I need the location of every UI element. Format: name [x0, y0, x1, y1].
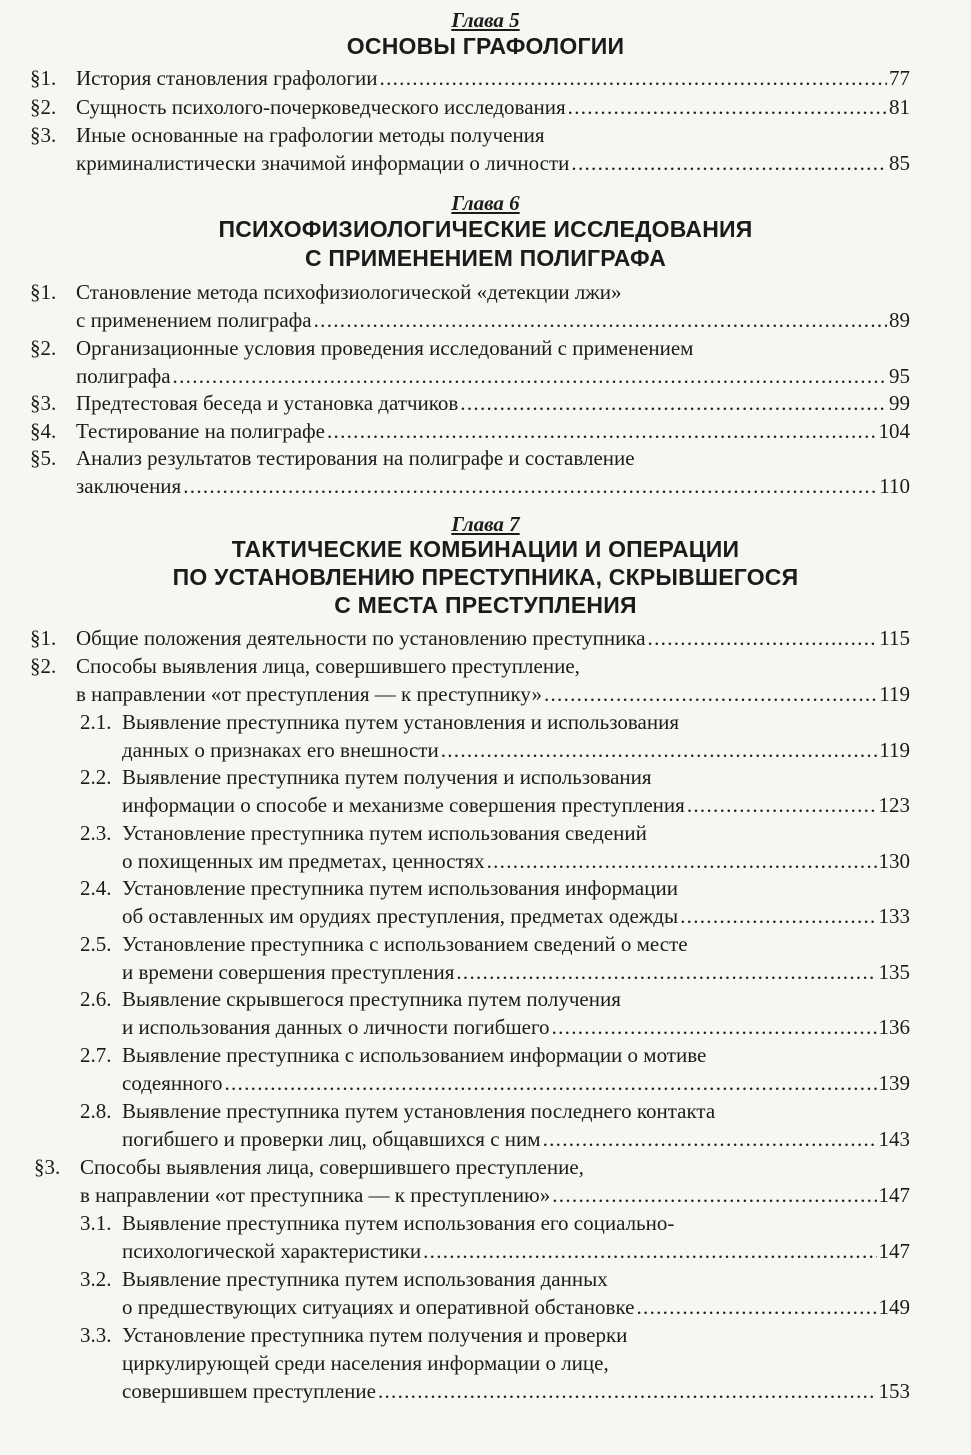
page-number: 139	[878, 1071, 910, 1095]
leader-dots	[441, 736, 878, 764]
toc-entry[interactable]	[76, 93, 910, 121]
entry-title: История становления графологии	[76, 66, 378, 90]
entry-num: 2.5.	[80, 932, 112, 956]
entry-num: 2.2.	[80, 765, 112, 789]
toc-entry[interactable]	[122, 847, 910, 875]
entry-num: §3.	[30, 123, 57, 147]
toc-entry[interactable]	[76, 64, 910, 92]
leader-dots	[224, 1069, 876, 1097]
leader-dots	[327, 417, 877, 445]
entry-title: Тестирование на полиграфе	[76, 419, 325, 443]
entry-num: 2.8.	[80, 1099, 112, 1123]
page-number: 135	[878, 960, 910, 984]
toc-entry[interactable]	[122, 1013, 910, 1041]
leader-dots	[460, 389, 887, 417]
entry-num: §5.	[30, 446, 57, 470]
leader-dots	[456, 958, 876, 986]
entry-title: совершившем преступление	[122, 1379, 376, 1403]
chapter-7-title: С МЕСТА ПРЕСТУПЛЕНИЯ	[334, 592, 637, 618]
leader-dots	[552, 1013, 877, 1041]
toc-entry[interactable]	[122, 902, 910, 930]
entry-num: §3.	[30, 391, 57, 415]
entry-title: и времени совершения преступления	[122, 960, 455, 984]
entry-title: Выявление преступника путем получения и использования	[122, 765, 652, 789]
leader-dots	[636, 1293, 876, 1321]
entry-title: об оставленных им орудиях преступления, предметах одежды	[122, 904, 679, 928]
leader-dots	[183, 472, 877, 500]
entry-title: Иные основанные на графологии методы получения	[76, 123, 545, 147]
chapter-6-label: Глава 6	[451, 191, 520, 215]
entry-title: содеянного	[122, 1071, 223, 1095]
chapter-5-label: Глава 5	[451, 8, 520, 32]
entry-title: с применением полиграфа	[76, 308, 312, 332]
entry-num: §2.	[30, 95, 57, 119]
toc-entry[interactable]	[76, 417, 910, 445]
entry-title: Выявление преступника путем установления и использования	[122, 710, 679, 734]
leader-dots	[543, 1125, 877, 1153]
entry-title: и использования данных о личности погибшего	[122, 1015, 550, 1039]
entry-num: 2.6.	[80, 987, 112, 1011]
entry-num: §3.	[34, 1155, 61, 1179]
page-number: 147	[878, 1183, 910, 1207]
entry-title: Организационные условия проведения исследований с применением	[76, 336, 694, 360]
entry-title: полиграфа	[76, 364, 171, 388]
leader-dots	[571, 149, 887, 177]
toc-entry[interactable]	[122, 1237, 910, 1265]
page-number: 115	[879, 626, 910, 650]
entry-num: §2.	[30, 654, 57, 678]
entry-title: психологической характеристики	[122, 1239, 422, 1263]
entry-num: 2.4.	[80, 876, 112, 900]
toc-entry[interactable]	[122, 1377, 910, 1405]
page-number: 85	[889, 151, 910, 175]
toc-entry[interactable]	[122, 1069, 910, 1097]
leader-dots	[314, 306, 887, 334]
entry-title: Установление преступника с использованием сведений о месте	[122, 932, 688, 956]
toc-entry[interactable]	[76, 389, 910, 417]
chapter-6-title: ПСИХОФИЗИОЛОГИЧЕСКИЕ ИССЛЕДОВАНИЯ	[218, 216, 753, 242]
chapter-7-title: ПО УСТАНОВЛЕНИЮ ПРЕСТУПНИКА, СКРЫВШЕГОСЯ	[172, 564, 799, 590]
page-number: 110	[879, 474, 910, 498]
entry-title: Общие положения деятельности по установлению преступника	[76, 626, 646, 650]
entry-title: Выявление преступника путем использования данных	[122, 1267, 608, 1291]
page-number: 123	[878, 793, 910, 817]
leader-dots	[487, 847, 877, 875]
leader-dots	[378, 1377, 877, 1405]
entry-title: Способы выявления лица, совершившего преступление,	[76, 654, 580, 678]
page-number: 130	[878, 849, 910, 873]
leader-dots	[380, 64, 887, 92]
entry-num: §1.	[30, 626, 57, 650]
page-number: 95	[889, 364, 910, 388]
entry-title: Предтестовая беседа и установка датчиков	[76, 391, 459, 415]
entry-title: Установление преступника путем использования сведений	[122, 821, 647, 845]
page-number: 99	[889, 391, 910, 415]
leader-dots	[648, 624, 878, 652]
toc-entry[interactable]	[122, 1293, 910, 1321]
entry-title: в направлении «от преступления — к преступнику»	[76, 682, 542, 706]
page-number: 119	[879, 682, 910, 706]
entry-title: Установление преступника путем получения и проверки	[122, 1323, 628, 1347]
page-number: 153	[878, 1379, 910, 1403]
toc-entry[interactable]	[122, 958, 910, 986]
entry-num: 3.1.	[80, 1211, 112, 1235]
entry-title: информации о способе и механизме совершения преступления	[122, 793, 685, 817]
entry-title: Установление преступника путем использования информации	[122, 876, 678, 900]
chapter-7-label: Глава 7	[451, 512, 520, 536]
toc-entry[interactable]	[80, 1181, 910, 1209]
entry-num: §4.	[30, 419, 57, 443]
leader-dots	[544, 680, 877, 708]
entry-title: о предшествующих ситуациях и оперативной обстановке	[122, 1295, 635, 1319]
toc-entry[interactable]	[76, 306, 910, 334]
entry-title: криминалистически значимой информации о личности	[76, 151, 570, 175]
chapter-7-title: ТАКТИЧЕСКИЕ КОМБИНАЦИИ И ОПЕРАЦИИ	[231, 536, 740, 562]
entry-num: §1.	[30, 280, 57, 304]
entry-num: §1.	[30, 66, 57, 90]
entry-title: Анализ результатов тестирования на полиграфе и составление	[76, 446, 635, 470]
entry-num: 2.1.	[80, 710, 112, 734]
entry-title: погибшего и проверки лиц, общавшихся с ним	[122, 1127, 541, 1151]
toc-entry[interactable]	[76, 362, 910, 390]
toc-entry[interactable]	[122, 1125, 910, 1153]
toc-entry[interactable]	[76, 472, 910, 500]
entry-title: Выявление преступника путем использования его социально-	[122, 1211, 675, 1235]
page-number: 143	[878, 1127, 910, 1151]
chapter-5-title: ОСНОВЫ ГРАФОЛОГИИ	[346, 33, 625, 59]
toc-entry[interactable]	[76, 680, 910, 708]
entry-title: циркулирующей среди населения информации о лице,	[122, 1351, 609, 1375]
entry-title: Выявление преступника с использованием информации о мотиве	[122, 1043, 707, 1067]
leader-dots	[568, 93, 887, 121]
entry-num: §2.	[30, 336, 57, 360]
entry-title: Способы выявления лица, совершившего преступление,	[80, 1155, 584, 1179]
entry-num: 2.3.	[80, 821, 112, 845]
page-number: 77	[889, 66, 910, 90]
entry-num: 2.7.	[80, 1043, 112, 1067]
entry-title: Выявление скрывшегося преступника путем получения	[122, 987, 621, 1011]
page-number: 119	[879, 738, 910, 762]
page-number: 136	[878, 1015, 910, 1039]
entry-title: данных о признаках его внешности	[122, 738, 439, 762]
page-number: 133	[878, 904, 910, 928]
page-number: 81	[889, 95, 910, 119]
toc-entry[interactable]	[76, 624, 910, 652]
entry-title: Сущность психолого-почерковедческого исследования	[76, 95, 566, 119]
entry-title: Становление метода психофизиологической «детекции лжи»	[76, 280, 622, 304]
entry-title: заключения	[76, 474, 182, 498]
toc-entry[interactable]	[122, 791, 910, 819]
leader-dots	[687, 791, 877, 819]
toc-entry[interactable]	[76, 149, 910, 177]
page-number: 89	[889, 308, 910, 332]
entry-title: Выявление преступника путем установления последнего контакта	[122, 1099, 716, 1123]
entry-num: 3.3.	[80, 1323, 112, 1347]
entry-num: 3.2.	[80, 1267, 112, 1291]
chapter-6-title: С ПРИМЕНЕНИЕМ ПОЛИГРАФА	[304, 245, 667, 271]
toc-entry[interactable]	[122, 736, 910, 764]
leader-dots	[680, 902, 876, 930]
leader-dots	[173, 362, 887, 390]
entry-title: о похищенных им предметах, ценностях	[122, 849, 485, 873]
page-number: 147	[878, 1239, 910, 1263]
page-number: 104	[878, 419, 910, 443]
leader-dots	[552, 1181, 876, 1209]
entry-title: в направлении «от преступника — к преступлению»	[80, 1183, 551, 1207]
page-number: 149	[878, 1295, 910, 1319]
leader-dots	[423, 1237, 876, 1265]
